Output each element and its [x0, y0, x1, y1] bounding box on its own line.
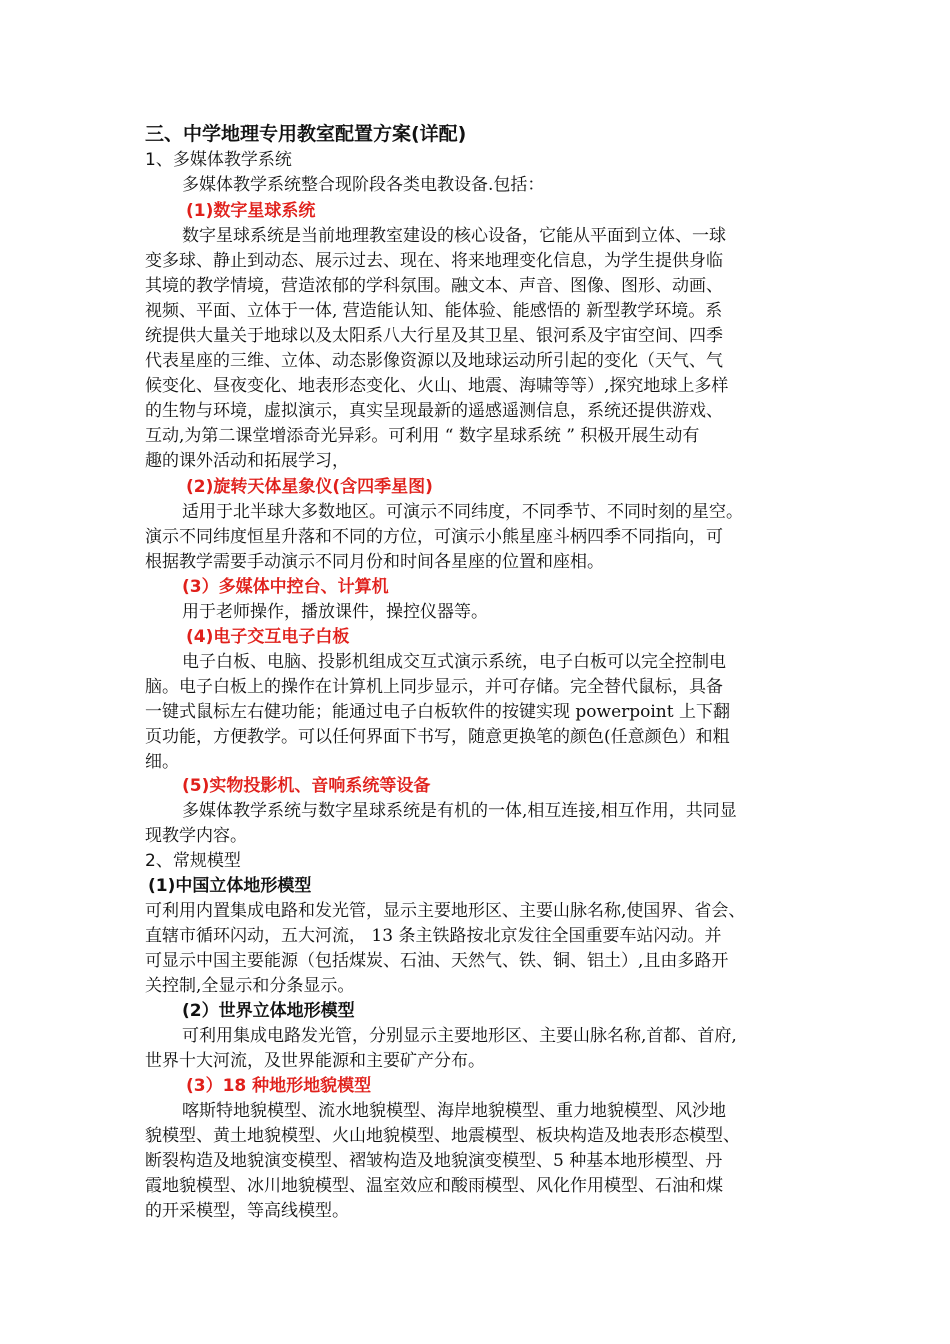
paragraph-line: 变多球、静止到动态、展示过去、现在、将来地理变化信息，为学生提供身临 — [145, 251, 723, 271]
paragraph-line: 脑。电子白板上的操作在计算机上同步显示，并可存储。完全替代鼠标，具备 — [145, 677, 723, 697]
paragraph-line: 直辖市循环闪动，五大河流， 13 条主铁路按北京发往全国重要车站闪动。并 — [145, 926, 722, 946]
section2-heading: 2、常规模型 — [145, 851, 241, 871]
section1-heading: 1、多媒体教学系统 — [145, 150, 292, 170]
section1-item3-heading: (3）多媒体中控台、计算机 — [182, 577, 389, 597]
paragraph-line: 趣的课外活动和拓展学习， — [145, 451, 349, 471]
paragraph-line: 用于老师操作，播放课件，操控仪器等。 — [182, 602, 488, 622]
paragraph-line: 断裂构造及地貌演变模型、褶皱构造及地貌演变模型、5 种基本地形模型、丹 — [145, 1151, 723, 1171]
paragraph-line: 候变化、昼夜变化、地表形态变化、火山、地震、海啸等等）,探究地球上多样 — [145, 376, 729, 396]
document-title: 三、中学地理专用教室配置方案(详配) — [145, 123, 467, 145]
section1-intro: 多媒体教学系统整合现阶段各类电教设备.包括： — [182, 175, 545, 195]
paragraph-line: 关控制,全显示和分条显示。 — [145, 976, 355, 996]
paragraph-line: 可利用集成电路发光管，分别显示主要地形区、主要山脉名称,首都、首府, — [182, 1026, 737, 1046]
section1-item5-heading: (5)实物投影机、音响系统等设备 — [182, 776, 431, 796]
section1-item4-heading: (4)电子交互电子白板 — [186, 627, 350, 647]
paragraph-line: 根据教学需要手动演示不同月份和时间各星座的位置和座相。 — [145, 552, 604, 572]
paragraph-line: 可利用内置集成电路和发光管，显示主要地形区、主要山脉名称,使国界、省会、 — [145, 901, 746, 921]
paragraph-line: 页功能，方便教学。可以任何界面下书写，随意更换笔的颜色(任意颜色）和粗 — [145, 727, 730, 747]
paragraph-line: 其境的教学情境，营造浓郁的学科氛围。融文本、声音、图像、图形、动画、 — [145, 276, 723, 296]
paragraph-line: 可显示中国主要能源（包括煤炭、石油、天然气、铁、铜、铝土）,且由多路开 — [145, 951, 729, 971]
paragraph-line: 的生物与环境，虚拟演示，真实呈现最新的遥感遥测信息，系统还提供游戏、 — [145, 401, 723, 421]
paragraph-line: 代表星座的三维、立体、动态影像资源以及地球运动所引起的变化（天气、气 — [145, 351, 723, 371]
paragraph-line: 演示不同纬度恒星升落和不同的方位，可演示小熊星座斗柄四季不同指向，可 — [145, 527, 723, 547]
section1-item2-heading: (2)旋转天体星象仪(含四季星图) — [186, 477, 433, 497]
paragraph-line: 统提供大量关于地球以及太阳系八大行星及其卫星、银河系及宇宙空间、四季 — [145, 326, 723, 346]
paragraph-line: 多媒体教学系统与数字星球系统是有机的一体,相互连接,相互作用，共同显 — [182, 801, 737, 821]
section2-item1-heading: (1)中国立体地形模型 — [148, 876, 312, 896]
section2-item3-heading: (3）18 种地形地貌模型 — [186, 1076, 372, 1096]
paragraph-line: 电子白板、电脑、投影机组成交互式演示系统，电子白板可以完全控制电 — [182, 652, 726, 672]
paragraph-line: 世界十大河流，及世界能源和主要矿产分布。 — [145, 1051, 485, 1071]
section2-item2-heading: (2）世界立体地形模型 — [182, 1001, 355, 1021]
paragraph-line: 貌模型、黄土地貌模型、火山地貌模型、地震模型、板块构造及地表形态模型、 — [145, 1126, 740, 1146]
paragraph-line: 视频、平面、立体于一体, 营造能认知、能体验、能感悟的 新型教学环境。系 — [145, 301, 723, 321]
paragraph-line: 适用于北半球大多数地区。可演示不同纬度，不同季节、不同时刻的星空。 — [182, 502, 743, 522]
paragraph-line: 细。 — [145, 752, 179, 772]
paragraph-line: 霞地貌模型、冰川地貌模型、温室效应和酸雨模型、风化作用模型、石油和煤 — [145, 1176, 723, 1196]
section1-item1-heading: (1)数字星球系统 — [186, 201, 316, 221]
paragraph-line: 现教学内容。 — [145, 826, 247, 846]
paragraph-line: 的开采模型，等高线模型。 — [145, 1201, 349, 1221]
paragraph-line: 一键式鼠标左右健功能；能通过电子白板软件的按键实现 powerpoint 上下翻 — [145, 702, 730, 722]
paragraph-line: 喀斯特地貌模型、流水地貌模型、海岸地貌模型、重力地貌模型、风沙地 — [182, 1101, 726, 1121]
paragraph-line: 数字星球系统是当前地理教室建设的核心设备，它能从平面到立体、一球 — [182, 226, 726, 246]
paragraph-line: 互动,为第二课堂增添奇光异彩。可利用 “ 数字星球系统 ” 积极开展生动有 — [145, 426, 700, 446]
